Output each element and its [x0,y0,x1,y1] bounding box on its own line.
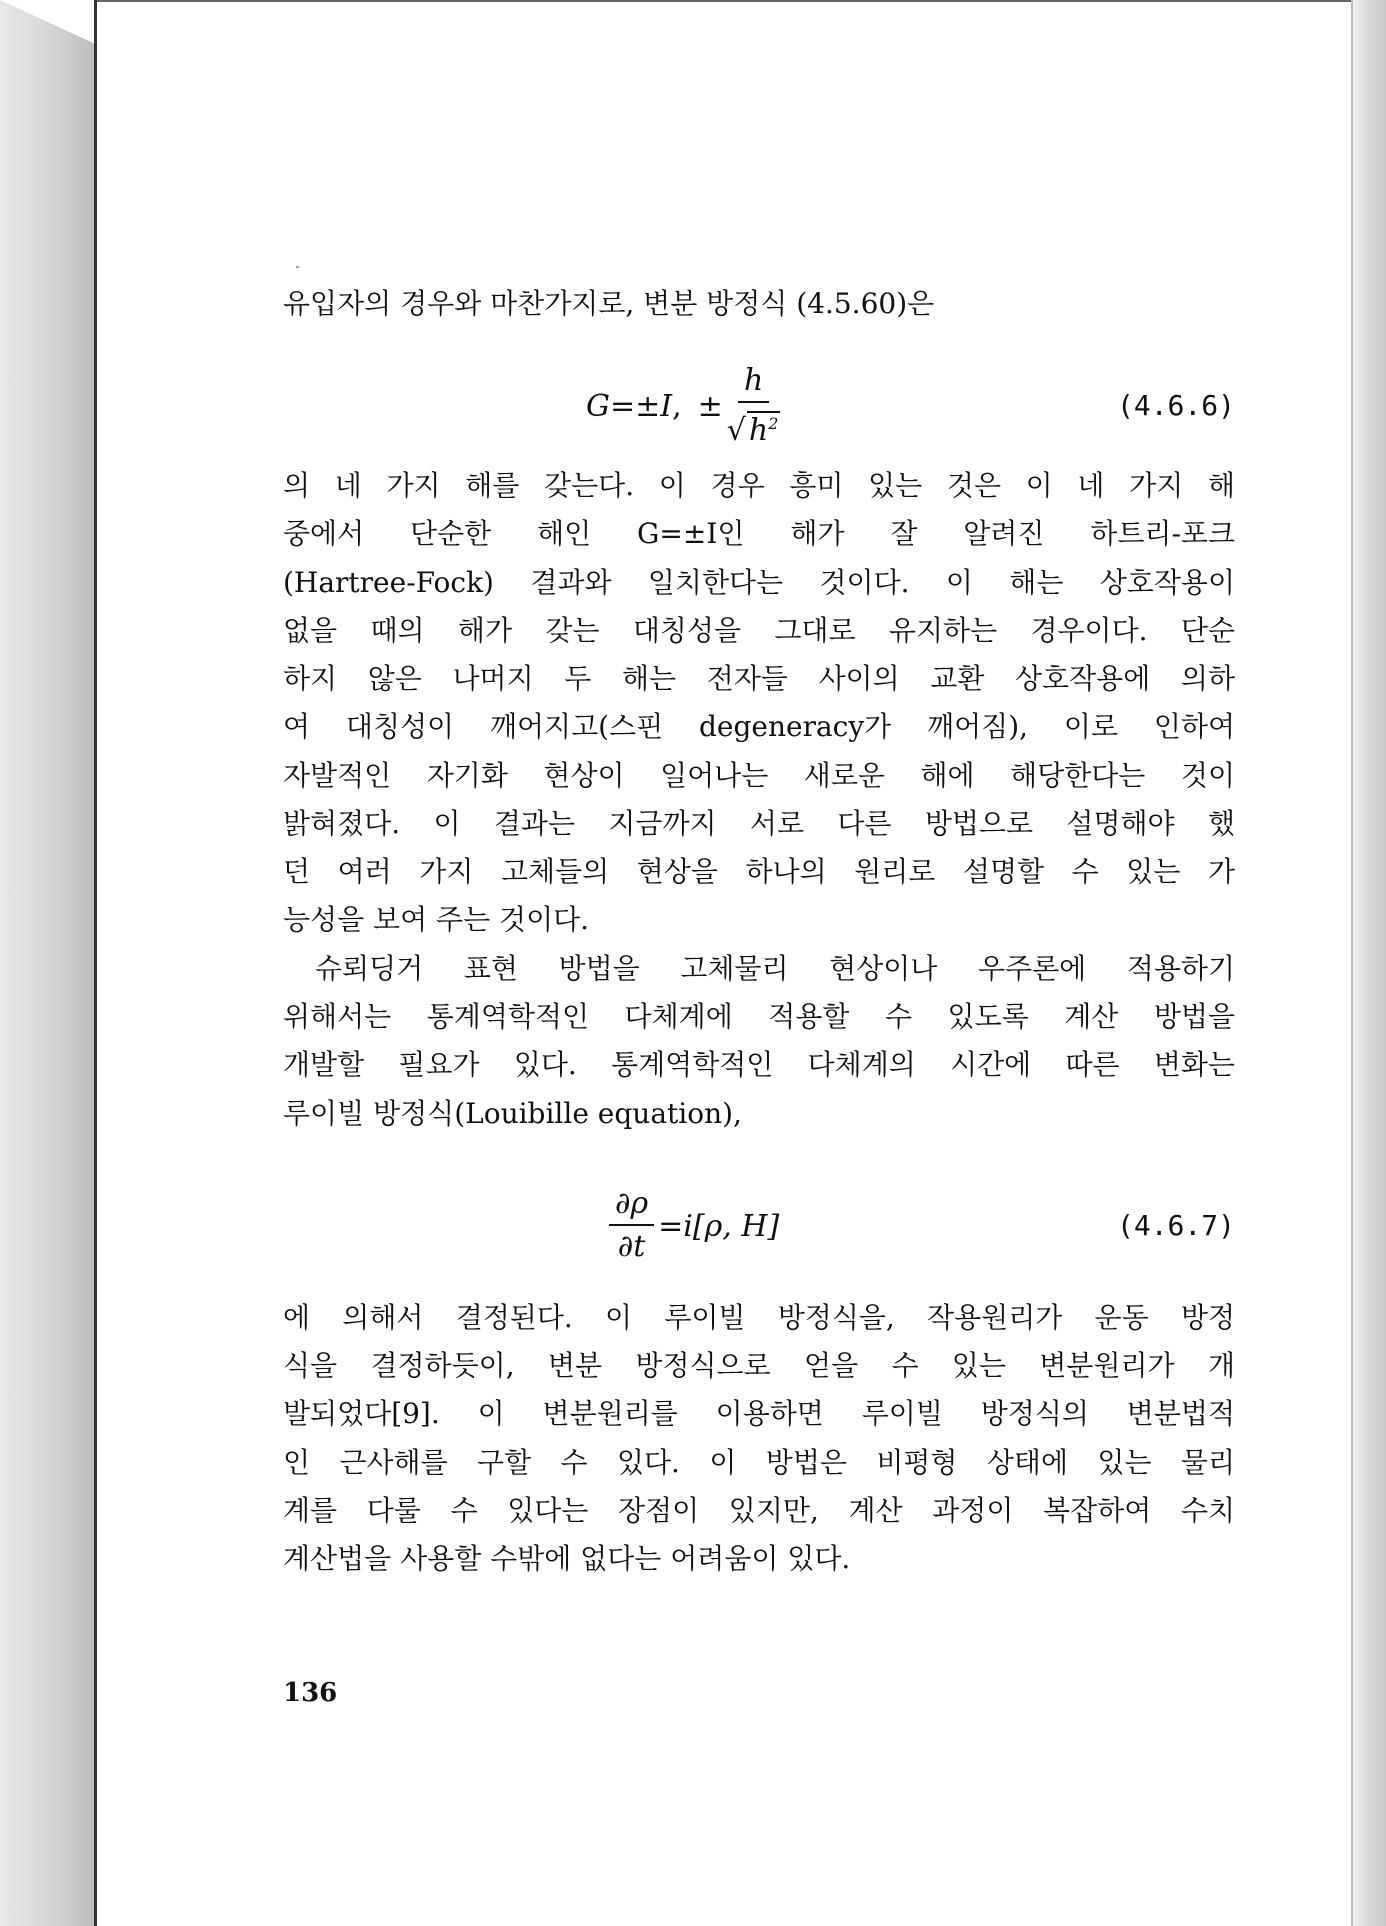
text-line: 의 네 가지 해를 갖는다. 이 경우 흥미 있는 것은 이 네 가지 해 [283,469,1235,502]
text-line: 없을 때의 해가 갖는 대칭성을 그대로 유지하는 경우이다. 단순 [283,614,1235,647]
text-line: 계산법을 사용할 수밖에 없다는 어려움이 있다. [283,1542,851,1575]
text-line: 자발적인 자기화 현상이 일어나는 새로운 해에 해당한다는 것이 [283,759,1235,792]
eq-symbol-i: I [660,388,673,424]
sqrt-radicand [747,411,781,448]
eq-fraction [609,1186,654,1266]
fraction-numerator: ∂ρ [609,1186,654,1226]
fraction-denominator: ∂t [617,1229,646,1264]
equation-body [605,1176,779,1276]
text-line: 여 대칭성이 깨어지고(스핀 degeneracy가 깨어짐), 이로 인하여 [283,710,1235,743]
text-line: 식을 결정하듯이, 변분 방정식으로 얻을 수 있는 변분원리가 개 [283,1349,1235,1382]
scan-dot-mark [296,266,299,268]
text-line: 인 근사해를 구할 수 있다. 이 방법은 비평형 상태에 있는 물리 [283,1446,1235,1479]
text-line: 중에서 단순한 해인 G=±I인 해가 잘 알려진 하트리-포크 [283,517,1235,550]
text-line: 던 여러 가지 고체들의 현상을 하나의 원리로 설명할 수 있는 가 [283,855,1235,888]
text-line: 루이빌 방정식(Louibille equation), [283,1097,742,1130]
text-line: 위해서는 통계역학적인 다체계에 적용할 수 있도록 계산 방법을 [283,1000,1235,1033]
equation-number: (4.6.7) [1116,1209,1235,1242]
radicand-base: h [748,412,769,448]
text-line: (Hartree-Fock) 결과와 일치한다는 것이다. 이 해는 상호작용이 [283,566,1235,599]
equation-4-6-6 [283,356,1235,456]
fraction-denominator [727,403,781,450]
book-edge-right [1352,0,1386,1926]
text-line: 능성을 보여 주는 것이다. [283,903,590,936]
page-number: 136 [283,1678,338,1708]
fraction-numerator: h [738,363,769,403]
equation-body [586,356,784,456]
text-line: 에 의해서 결정된다. 이 루이빌 방정식을, 작용원리가 운동 방정 [283,1301,1235,1334]
text-line: 계를 다룰 수 있다는 장점이 있지만, 계산 과정이 복잡하여 수치 [283,1494,1235,1527]
eq-symbol-g: G [586,388,610,424]
eq-right-hand-side: =i[ρ, H] [658,1208,780,1244]
book-edge-right-line [1351,0,1353,1926]
text-line: 발되었다[9]. 이 변분원리를 이용하면 루이빌 방정식의 변분법적 [283,1397,1235,1430]
text-line: 밝혀졌다. 이 결과는 지금까지 서로 다른 방법으로 설명해야 했 [283,807,1235,840]
book-spine-left [0,0,96,1926]
eq-plus-minus: ± [635,388,661,424]
eq-equals: = [609,388,636,424]
eq-plus-minus-2: ± [697,388,723,424]
eq-comma: , [672,388,682,424]
equation-number: (4.6.6) [1116,389,1235,422]
radicand-exponent: 2 [768,413,779,433]
equation-4-6-7 [283,1176,1235,1276]
text-line: 유입자의 경우와 마찬가지로, 변분 방정식 (4.5.60)은 [283,287,935,320]
eq-fraction [727,363,781,450]
text-line: 개발할 필요가 있다. 통계역학적인 다체계의 시간에 따른 변화는 [283,1048,1235,1081]
sqrt-icon: √ [726,412,746,448]
text-line: 하지 않은 나머지 두 해는 전자들 사이의 교환 상호작용에 의하 [283,662,1235,695]
text-line: 슈뢰딩거 표현 방법을 고체물리 현상이나 우주론에 적용하기 [315,952,1235,985]
